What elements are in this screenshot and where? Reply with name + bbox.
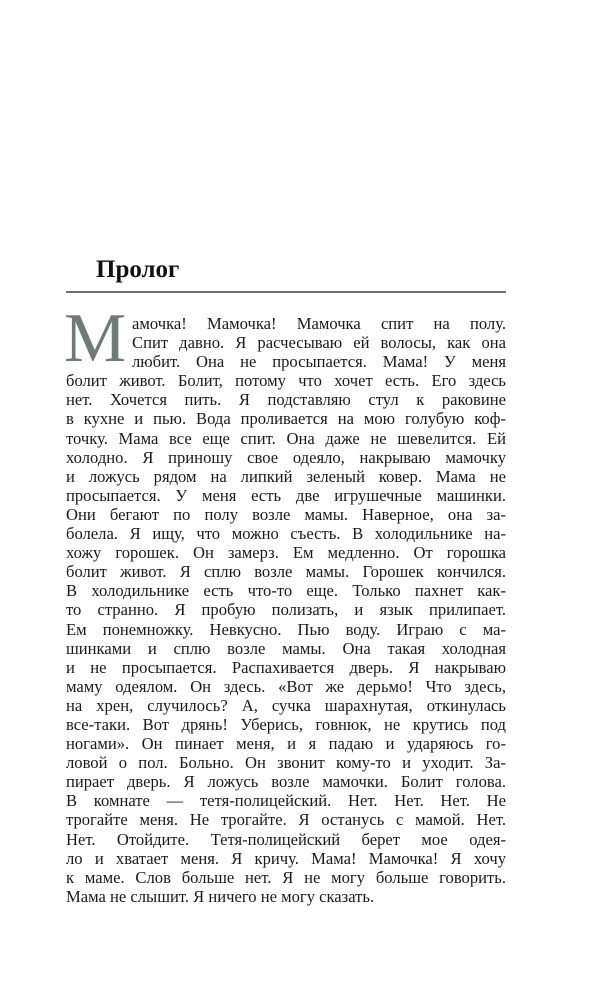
text-line: все-таки. Вот дрянь! Уберись, говнюк, не крутись под [66, 714, 506, 734]
text-line: точку. Мама все еще спит. Она даже не шевелится. Ей [66, 428, 506, 448]
prologue-text [64, 300, 506, 906]
text-line: Нет. Отойдите. Тетя-полицейский берет мое одея- [66, 829, 506, 849]
text-line: болит живот. Болит, потому что хочет есть. Его здесь [66, 371, 506, 391]
text-line: нет. Хочется пить. Я подставляю стул к раковине [66, 390, 506, 410]
title-divider [66, 291, 506, 293]
text-line: амочка! Мамочка! Мамочка спит на полу. [132, 314, 506, 333]
text-line: Мама не слышит. Я ничего не могу сказать. [66, 886, 375, 906]
text-line: холодно. Я приношу свое одеяло, накрываю мамочку [66, 447, 506, 467]
text-line: трогайте меня. Не трогайте. Я останусь с мамой. Нет. [66, 810, 506, 830]
text-line: шинками и сплю возле мамы. Она такая холодная [66, 638, 506, 658]
text-line: В комнате — тетя-полицейский. Нет. Нет. Нет. Не [66, 791, 506, 811]
text-line: ногами». Он пинает меня, и я падаю и ударяюсь го- [66, 734, 506, 754]
text-line: в кухне и пью. Вода проливается на мою голубую коф- [66, 409, 506, 429]
text-line: то странно. Я пробую полизать, и язык прилипает. [66, 600, 506, 620]
text-line: ло и хватает меня. Я кричу. Мама! Мамочка! Я хочу [66, 848, 506, 868]
text-line: хожу горошек. Он замерз. Ем медленно. От горошка [66, 543, 506, 563]
text-line: маму одеялом. Он здесь. «Вот же дерьмо! Что здесь, [66, 676, 506, 696]
text-line: к маме. Слов больше нет. Я не могу больше говорить. [66, 867, 506, 887]
text-line: Ем понемножку. Невкусно. Пью воду. Играю с ма- [66, 619, 506, 639]
chapter-title: Пролог [96, 256, 180, 283]
drop-cap: М [64, 300, 127, 377]
text-line: В холодильнике есть что-то еще. Только пахнет как- [66, 581, 506, 601]
text-line: болела. Я ищу, что можно съесть. В холодильнике на- [66, 524, 506, 544]
text-line: пирает дверь. Я ложусь возле мамочки. Болит голова. [66, 772, 506, 792]
text-line: ловой о пол. Больно. Он звонит кому-то и уходит. За- [66, 753, 506, 773]
text-line: и не просыпается. Распахивается дверь. Я накрываю [66, 657, 506, 677]
text-line: болит живот. Я сплю возле мамы. Горошек кончился. [66, 562, 506, 582]
text-line: любит. Она не просыпается. Мама! У меня [132, 352, 506, 372]
text-line: на хрен, случилось? А, сучка шарахнутая, откинулась [66, 695, 506, 715]
text-line: и ложусь рядом на липкий зеленый ковер. Мама не [66, 466, 506, 486]
text-line: Они бегают по полу возле мамы. Наверное, она за- [66, 504, 506, 524]
text-line: просыпается. У меня есть две игрушечные машинки. [66, 485, 506, 505]
text-line: Спит давно. Я расчесываю ей волосы, как она [132, 333, 506, 353]
